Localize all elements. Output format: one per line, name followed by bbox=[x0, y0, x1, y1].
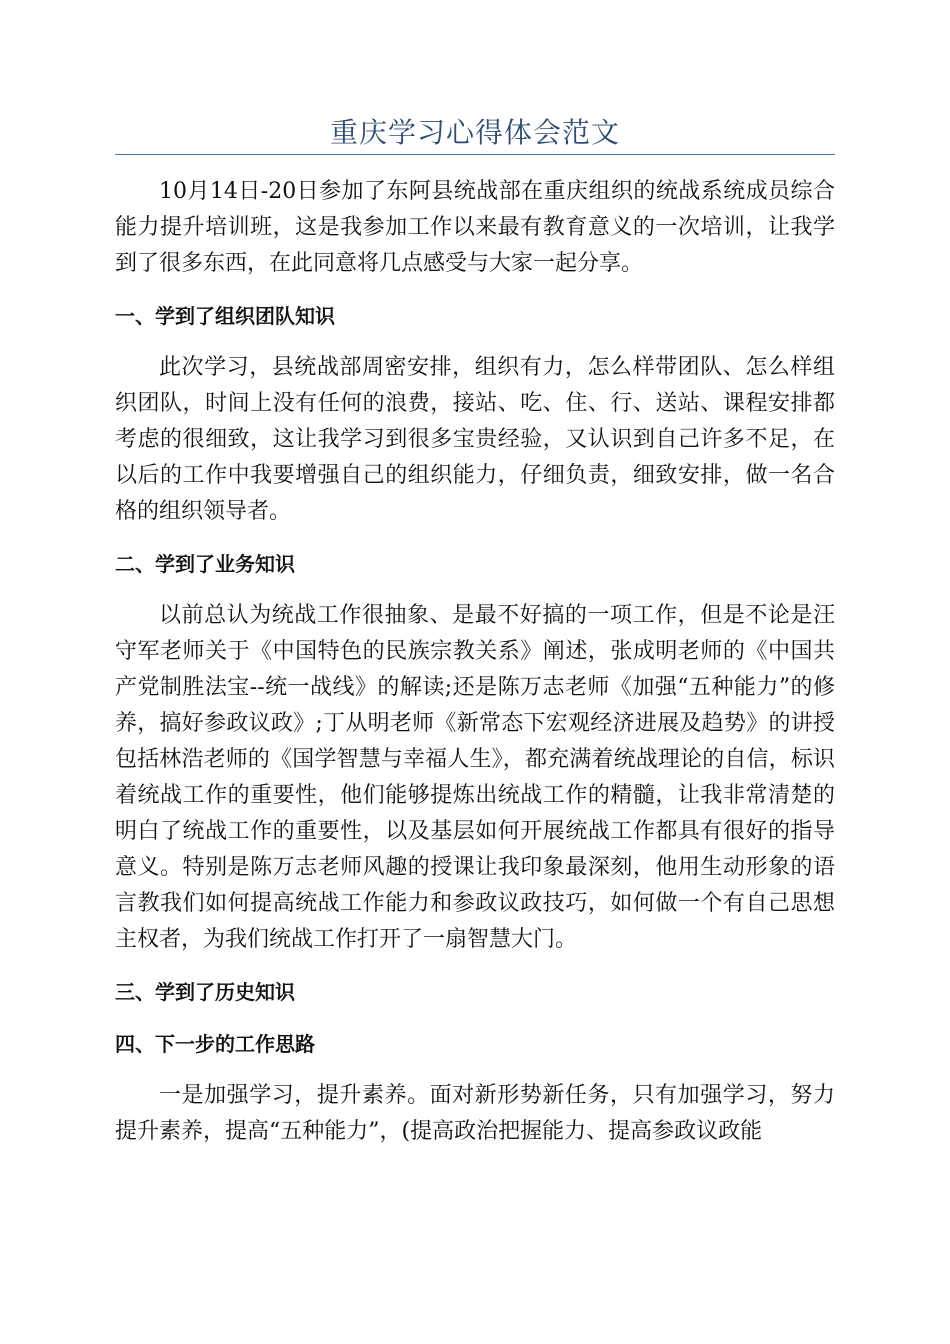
section-heading-1: 一、学到了组织团队知识 bbox=[115, 304, 335, 328]
title-underline bbox=[115, 154, 835, 155]
section-paragraph-2: 以前总认为统战工作很抽象、是最不好搞的一项工作，但是不论是汪守军老师关于《中国特色的民族宗教关系》阐述，张成明老师的《中国共产党制胜法宝--统一战线》的解读;还是陈万志老师《加强“五种能力”的修养，搞好参政议政》;丁从明老师《新常态下宏观经济进展及趋势》的讲授包括林浩老师的《国学智慧与幸福人生》，都充满着统战理论的自信，标识着统战工作的重要性，他们能够提炼出统战工作的精髓，让我非常清楚的明白了统战工作的重要性，以及基层如何开展统战工作都具有很好的指导意义。特别是陈万志老师风趣的授课让我印象最深刻，他用生动形象的语言教我们如何提高统战工作能力和参政议政技巧，如何做一个有自己思想主权者，为我们统战工作打开了一扇智慧大门。 bbox=[115, 603, 835, 952]
document-title: 重庆学习心得体会范文 bbox=[329, 116, 620, 149]
intro-paragraph: 10月14日-20日参加了东阿县统战部在重庆组织的统战系统成员综合能力提升培训班，这是我参加工作以来最有教育意义的一次培训，让我学到了很多东西，在此同意将几点感受与大家一起分享。 bbox=[115, 179, 835, 276]
section-paragraph-1: 此次学习，县统战部周密安排，组织有力，怎么样带团队、怎么样组织团队，时间上没有任何的浪费，接站、吃、住、行、送站、课程安排都考虑的很细致，这让我学习到很多宝贵经验，又认识到自己许多不足，在以后的工作中我要增强自己的组织能力，仔细负责，细致安排，做一名合格的组织领导者。 bbox=[115, 355, 835, 524]
section-heading-4: 四、下一步的工作思路 bbox=[115, 1032, 315, 1056]
section-heading-2: 二、学到了业务知识 bbox=[115, 552, 295, 576]
section-heading-3: 三、学到了历史知识 bbox=[115, 980, 295, 1004]
section-paragraph-4: 一是加强学习，提升素养。面对新形势新任务，只有加强学习，努力提升素养，提高“五种能力”，(提高政治把握能力、提高参政议政能 bbox=[115, 1083, 835, 1144]
document-body bbox=[115, 174, 835, 1166]
